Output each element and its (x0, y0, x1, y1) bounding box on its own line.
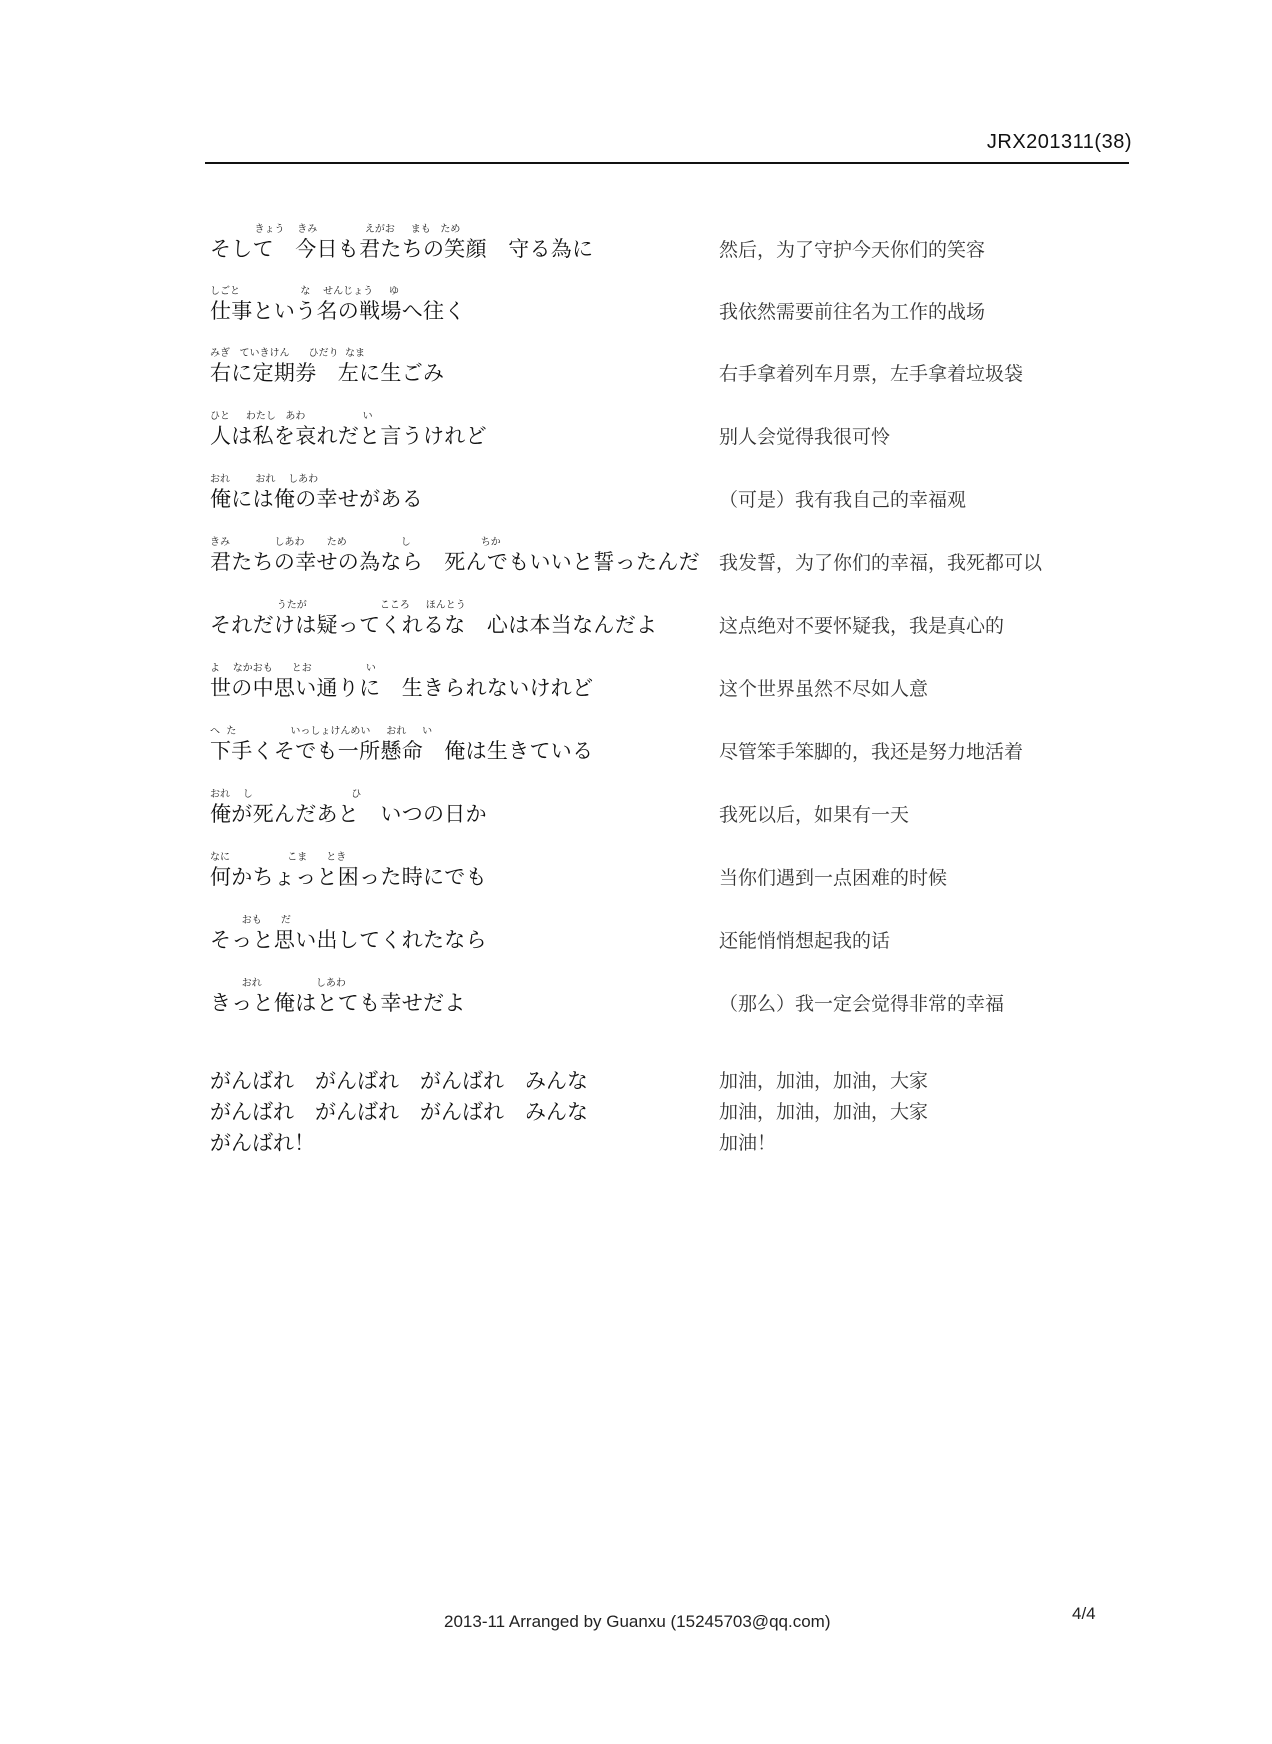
japanese-lyric: 仕事という名の戦場へ往く (210, 299, 466, 323)
lyric-line-13 (0, 975, 1272, 1035)
furigana: おれ しあわ (210, 978, 346, 989)
furigana: しごと な せんじょう ゆ (210, 286, 400, 297)
japanese-lyric: 俺には俺の幸せがある (210, 487, 423, 511)
japanese-lyric: がんばれ！ (210, 1131, 315, 1155)
furigana: おれ し ひ (210, 789, 362, 800)
japanese-lyric: 世の中思い通りに 生きられないけれど (210, 676, 594, 700)
header-divider (205, 162, 1129, 164)
japanese-lyric: 人は私を哀れだと言うけれど (210, 424, 487, 448)
furigana: うたが こころ ほんとう (210, 600, 466, 611)
chinese-translation: 加油，加油，加油，大家 (719, 1101, 929, 1123)
furigana: へ た いっしょけんめい おれ い (210, 726, 433, 737)
furigana: おれ おれ しあわ (210, 474, 319, 485)
document-code: JRX201311(38) (986, 131, 1132, 153)
japanese-lyric: がんばれ がんばれ がんばれ みんな (210, 1100, 588, 1124)
lyric-line-7 (0, 597, 1272, 657)
chinese-translation: 尽管笨手笨脚的，我还是努力地活着 (719, 741, 1024, 763)
japanese-lyric: 右に定期券 左に生ごみ (210, 361, 445, 385)
japanese-lyric: そっと思い出してくれたなら (210, 928, 487, 952)
page-number: 4/4 (1072, 1604, 1096, 1623)
furigana: きょう きみ えがお まも ため (210, 224, 461, 235)
furigana: きみ しあわ ため し ちか (210, 537, 501, 548)
chinese-translation: 我死以后，如果有一天 (719, 804, 910, 826)
chinese-translation: 当你们遇到一点困难的时候 (719, 867, 948, 889)
chinese-translation: （可是）我有我自己的幸福观 (719, 489, 967, 511)
lyric-line-1 (0, 221, 1272, 281)
japanese-lyric: 君たちの幸せの為なら 死んでもいいと誓ったんだ (210, 550, 700, 574)
lyric-line-11 (0, 849, 1272, 909)
japanese-lyric: がんばれ がんばれ がんばれ みんな (210, 1069, 588, 1093)
japanese-lyric: そして 今日も君たちの笑顔 守る為に (210, 237, 594, 261)
furigana: みぎ ていきけん ひだり なま (210, 348, 365, 359)
lyric-line-12 (0, 912, 1272, 972)
furigana: おも だ (210, 915, 291, 926)
lyric-line-8 (0, 660, 1272, 720)
chorus-line-3 (0, 1129, 1272, 1161)
chorus-line-1 (0, 1067, 1272, 1099)
chinese-translation: 我依然需要前往名为工作的战场 (719, 301, 986, 323)
chinese-translation: 我发誓，为了你们的幸福，我死都可以 (719, 552, 1043, 574)
lyric-line-10 (0, 786, 1272, 846)
chinese-translation: 加油！ (719, 1132, 777, 1154)
furigana: なに こま とき (210, 852, 347, 863)
japanese-lyric: 下手くそでも一所懸命 俺は生きている (210, 739, 594, 763)
japanese-lyric: きっと俺はとても幸せだよ (210, 991, 466, 1015)
chinese-translation: （那么）我一定会觉得非常的幸福 (719, 993, 1005, 1015)
lyric-line-2 (0, 283, 1272, 343)
lyric-line-9 (0, 723, 1272, 783)
chinese-translation: 还能悄悄想起我的话 (719, 930, 891, 952)
japanese-lyric: 俺が死んだあと いつの日か (210, 802, 487, 826)
furigana: ひと わたし あわ い (210, 411, 373, 422)
footer-credit: 2013-11 Arranged by Guanxu (15245703@qq.com) (444, 1612, 831, 1631)
chinese-translation: 这个世界虽然不尽如人意 (719, 678, 929, 700)
chorus-line-2 (0, 1098, 1272, 1130)
furigana: よ なかおも とお い (210, 663, 376, 674)
japanese-lyric: それだけは疑ってくれるな 心は本当なんだよ (210, 613, 658, 637)
lyric-line-3 (0, 345, 1272, 405)
lyric-line-5 (0, 471, 1272, 531)
lyric-line-6 (0, 534, 1272, 594)
chinese-translation: 加油，加油，加油，大家 (719, 1070, 929, 1092)
japanese-lyric: 何かちょっと困った時にでも (210, 865, 487, 889)
lyric-line-4 (0, 408, 1272, 468)
chinese-translation: 然后，为了守护今天你们的笑容 (719, 239, 986, 261)
chinese-translation: 别人会觉得我很可怜 (719, 426, 891, 448)
chinese-translation: 右手拿着列车月票，左手拿着垃圾袋 (719, 363, 1024, 385)
chinese-translation: 这点绝对不要怀疑我，我是真心的 (719, 615, 1005, 637)
